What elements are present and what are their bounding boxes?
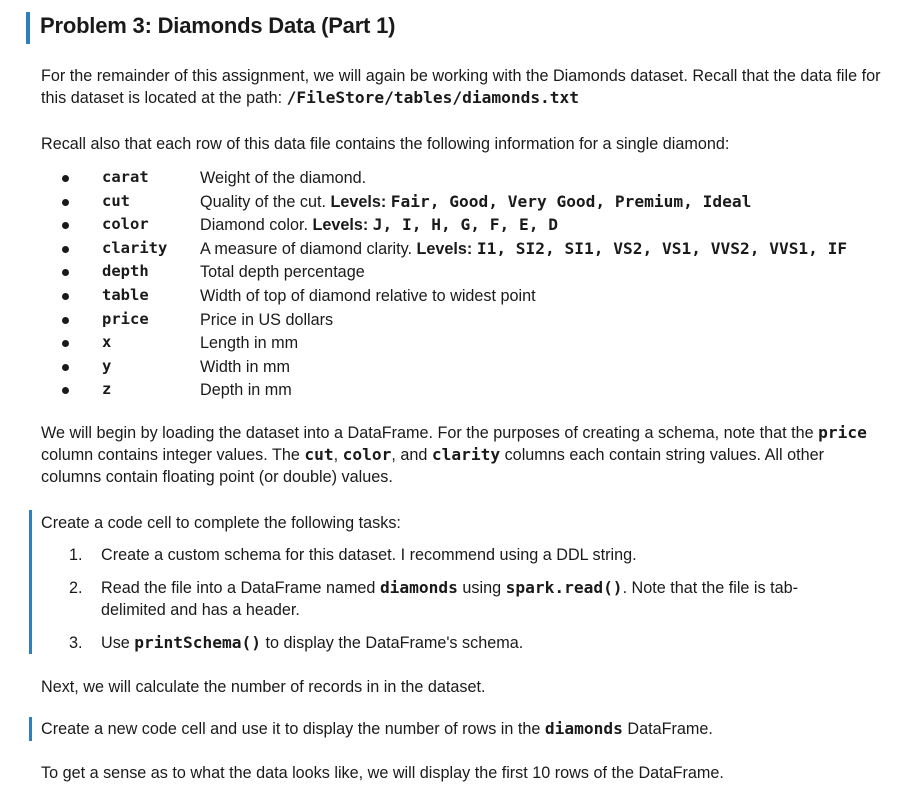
task-number: 3. <box>69 634 83 652</box>
task-3-text-b: to display the DataFrame's schema. <box>261 634 524 652</box>
field-description <box>200 166 366 191</box>
file-path: /FileStore/tables/diamonds.txt <box>286 88 580 107</box>
field-levels: J, I, H, G, F, E, D <box>372 215 558 235</box>
bullet-dot <box>62 387 69 394</box>
field-levels: Fair, Good, Very Good, Premium, Ideal <box>390 191 752 211</box>
field-name: color <box>102 215 149 234</box>
task-number: 2. <box>69 579 83 597</box>
bullet-dot <box>62 364 69 371</box>
field-levels-label: Levels: <box>416 239 477 258</box>
schema-text-1: We will begin by loading the dataset into a DataFrame. For the purposes of creating a schema, note that the <box>41 424 819 442</box>
field-name: table <box>102 285 149 304</box>
field-desc-text: Price in US dollars <box>200 310 334 329</box>
field-name: depth <box>102 262 149 281</box>
field-desc-text: Weight of the diamond. <box>200 169 367 187</box>
field-description <box>200 308 333 333</box>
bullet-dot <box>62 340 69 347</box>
field-description <box>200 190 751 215</box>
final-paragraph: To get a sense as to what the data looks like, we will display the first 10 rows of the DataFrame. <box>41 764 724 782</box>
code-cut: cut <box>304 445 334 464</box>
field-name: x <box>102 333 112 352</box>
field-levels-label: Levels: <box>312 216 373 235</box>
field-name: y <box>102 356 112 375</box>
task-number: 1. <box>69 546 83 564</box>
intro-text: For the remainder of this assignment, we will again be working with the Diamonds dataset. Recall that the data file for this dataset is located at the path: <box>41 67 881 107</box>
code-diamonds: diamonds <box>544 719 623 738</box>
code-spark-read: spark.read() <box>505 578 623 597</box>
code-diamonds: diamonds <box>379 578 458 597</box>
field-levels-label: Levels: <box>330 192 391 211</box>
recall-paragraph: Recall also that each row of this data file contains the following information for a single diamond: <box>41 135 730 153</box>
field-desc-text: Width in mm <box>200 357 290 376</box>
page-title: Problem 3: Diamonds Data (Part 1) <box>40 13 396 38</box>
count-task <box>41 718 881 740</box>
count-task-text-a: Create a new code cell and use it to display the number of rows in the <box>41 720 545 738</box>
code-print-schema: printSchema() <box>134 633 261 652</box>
schema-paragraph <box>41 422 881 488</box>
field-description <box>200 237 847 262</box>
field-desc-text: Total depth percentage <box>200 263 365 282</box>
field-desc-text: A measure of diamond clarity. <box>200 239 417 258</box>
schema-text-2: column contains integer values. The <box>41 446 305 464</box>
task-2-text-c: . Note that the file is tab-delimited and has a header. <box>101 579 799 619</box>
field-desc-text: Depth in mm <box>200 381 292 400</box>
field-name: clarity <box>102 238 168 257</box>
task-text: Create a custom schema for this dataset. I recommend using a DDL string. <box>101 546 637 564</box>
task-text <box>101 632 861 654</box>
bullet-dot <box>62 293 69 300</box>
field-desc-text: Quality of the cut. <box>200 192 331 211</box>
field-name: carat <box>102 168 149 186</box>
field-desc-text: Diamond color. <box>200 216 313 235</box>
field-description <box>200 284 536 309</box>
schema-text-4: , and <box>391 446 432 464</box>
field-name: price <box>102 309 149 328</box>
schema-text-5: columns each contain string values. All other columns contain floating point (or double) values. <box>41 446 825 486</box>
field-desc-text: Length in mm <box>200 334 299 353</box>
field-name: cut <box>102 191 130 210</box>
bullet-dot <box>62 269 69 276</box>
field-description <box>200 378 292 403</box>
bullet-dot <box>62 246 69 253</box>
schema-text-3: , <box>333 446 343 464</box>
code-clarity: clarity <box>431 445 501 464</box>
bullet-dot <box>62 317 69 324</box>
task-2-text-b: using <box>457 579 506 597</box>
count-task-text-b: DataFrame. <box>622 720 713 738</box>
code-color: color <box>342 445 392 464</box>
bullet-dot <box>62 222 69 229</box>
bullet-dot <box>62 199 69 206</box>
field-levels: I1, SI2, SI1, VS2, VS1, VVS2, VVS1, IF <box>476 238 848 258</box>
intro-paragraph <box>41 65 881 109</box>
field-description <box>200 260 365 285</box>
task-2-text-a: Read the file into a DataFrame named <box>101 579 380 597</box>
title-accent-bar <box>26 12 30 44</box>
field-name: z <box>102 380 112 399</box>
task-text <box>101 577 861 621</box>
task-intro: Create a code cell to complete the following tasks: <box>41 514 401 532</box>
task-accent-bar <box>29 510 32 654</box>
task-3-text-a: Use <box>101 634 135 652</box>
field-description <box>200 355 290 380</box>
field-description <box>200 331 298 356</box>
field-desc-text: Width of top of diamond relative to widest point <box>200 286 536 305</box>
count-paragraph: Next, we will calculate the number of records in in the dataset. <box>41 678 486 696</box>
code-price: price <box>818 423 867 442</box>
count-task-accent-bar <box>29 717 32 741</box>
bullet-dot <box>62 175 69 182</box>
field-description <box>200 213 558 238</box>
